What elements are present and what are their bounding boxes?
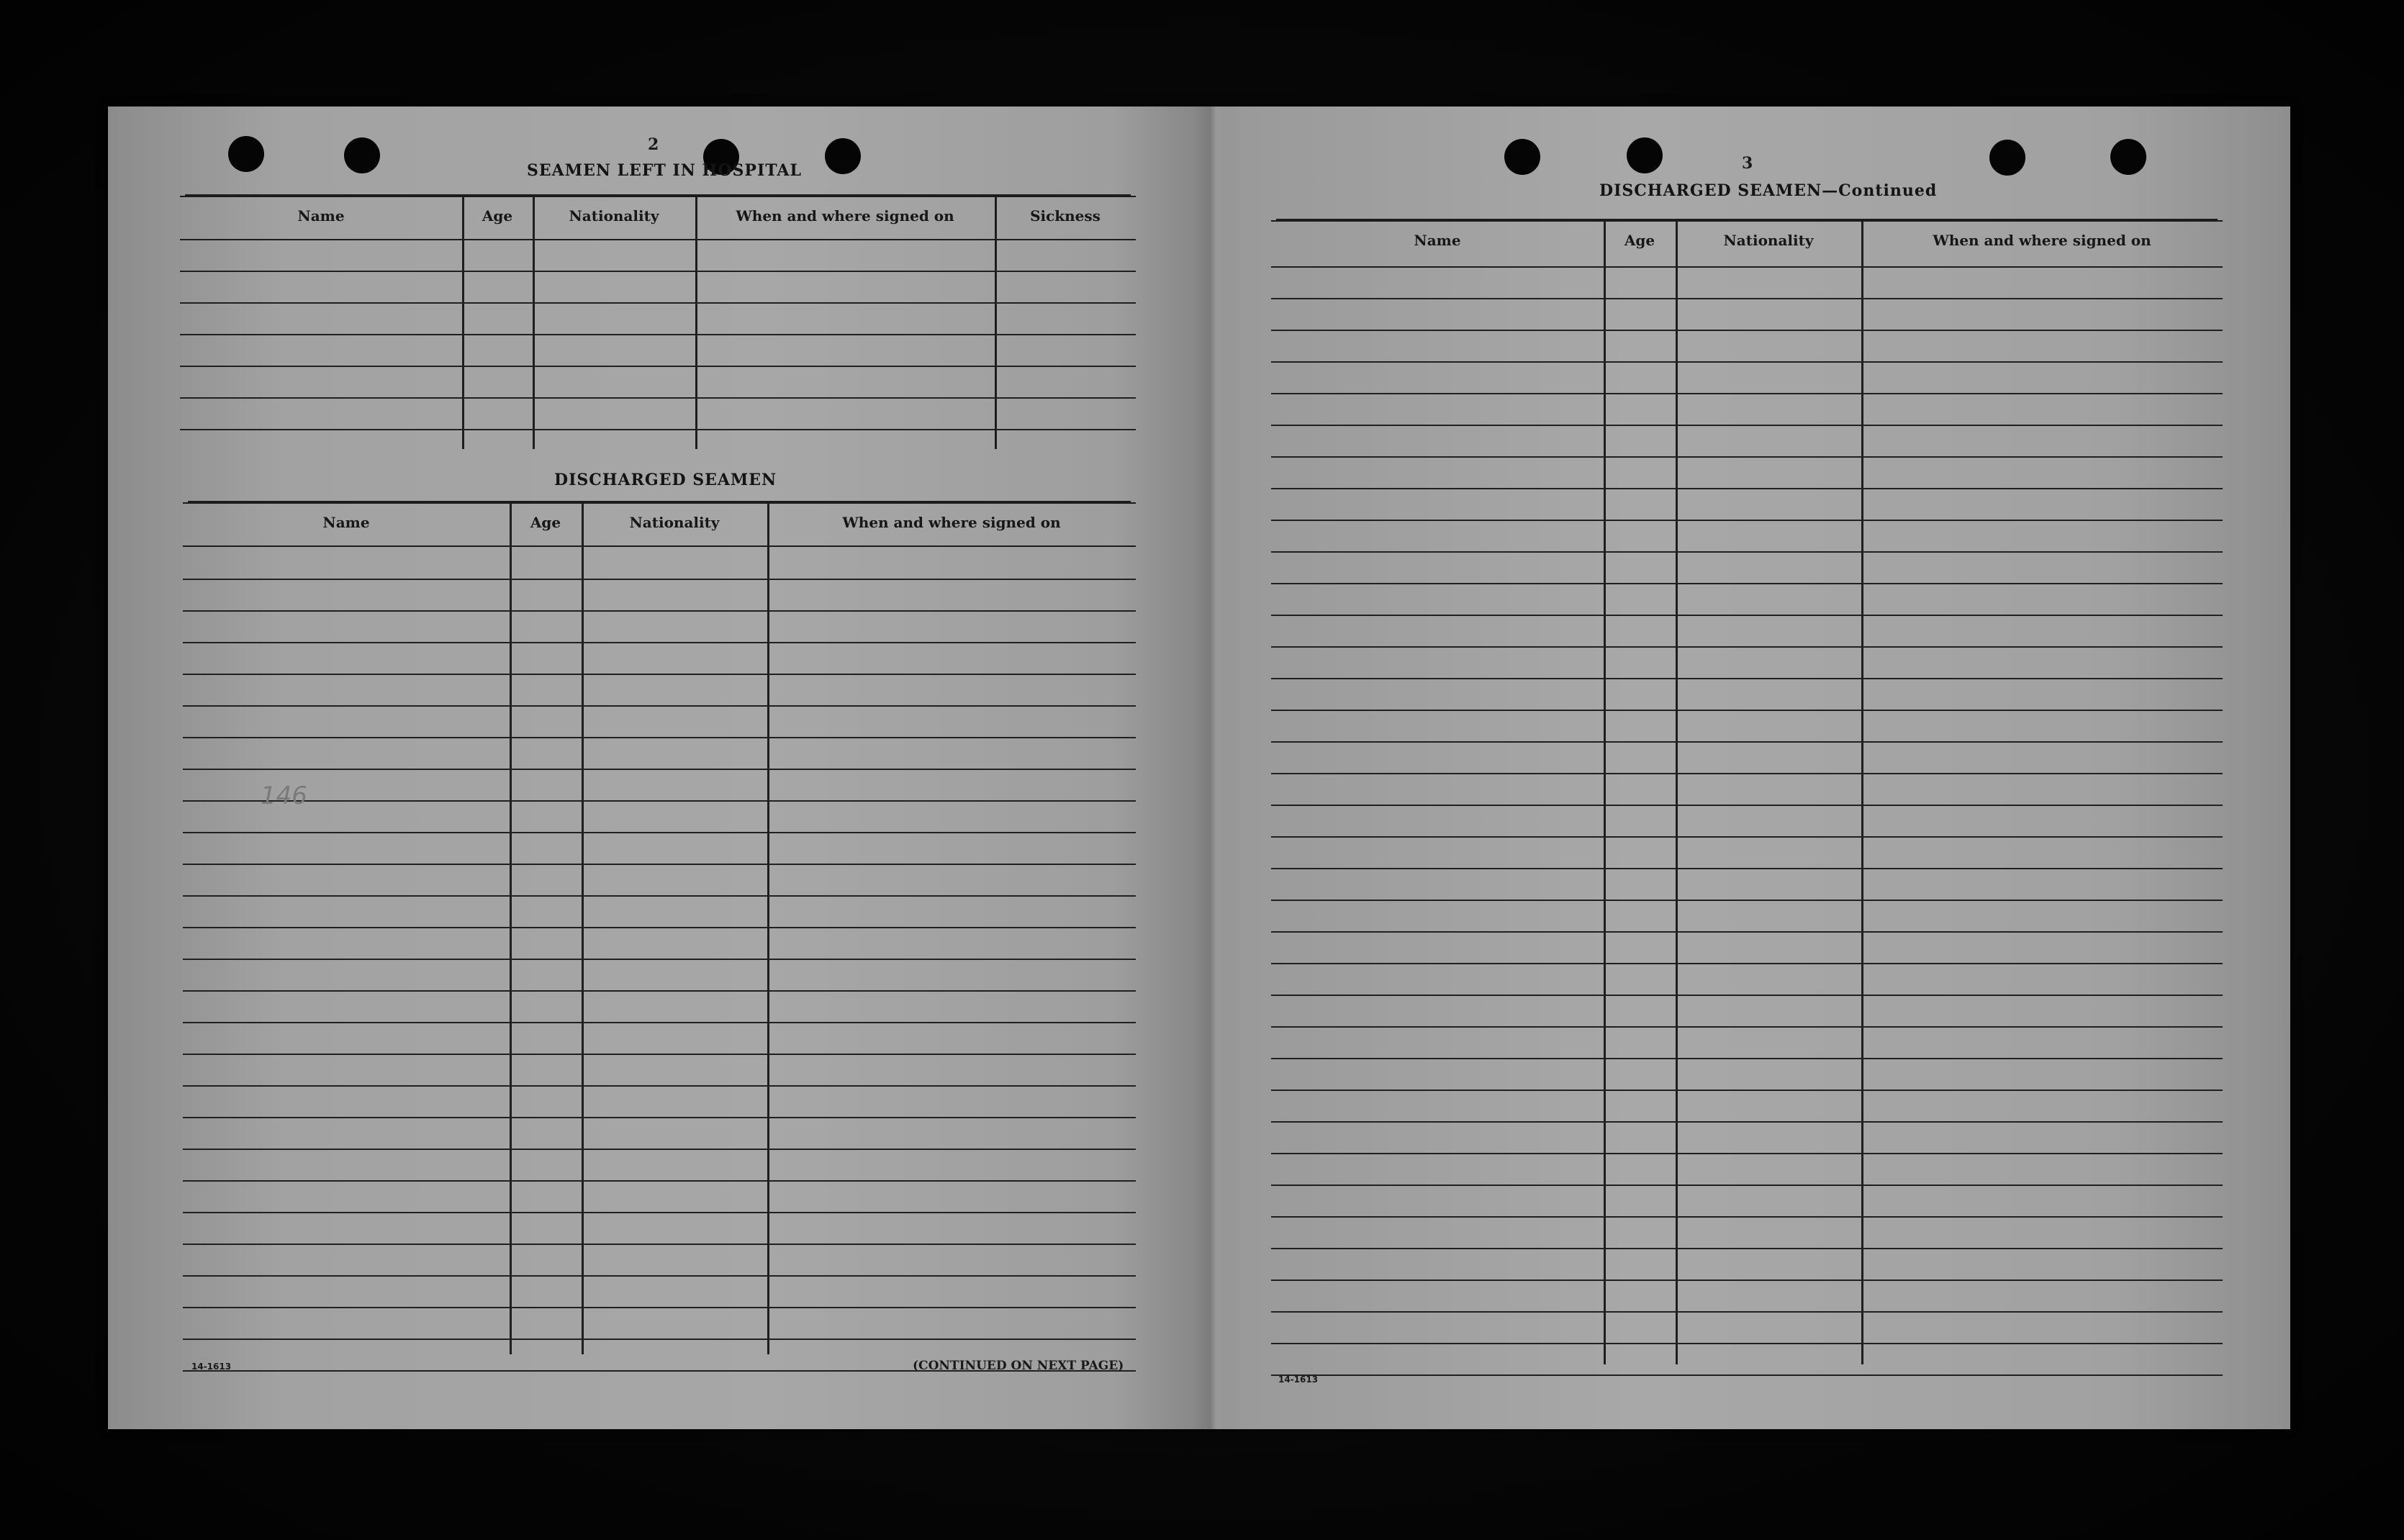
discharged-continued-table: [1271, 220, 2223, 1364]
ruled-line: [183, 864, 1136, 865]
column-header-name: Name: [297, 207, 345, 225]
ruled-line: [1271, 1248, 2223, 1249]
ruled-line: [1271, 1216, 2223, 1218]
ruled-line: [1271, 1279, 2223, 1281]
hospital-section-title: SEAMEN LEFT IN HOSPITAL: [527, 161, 802, 180]
ruled-line: [183, 1054, 1136, 1055]
ruled-line: [1271, 1185, 2223, 1186]
column-header-signed-on: When and where signed on: [1933, 232, 2151, 249]
ruled-line: [1271, 900, 2223, 901]
punch-hole: [228, 136, 264, 172]
ruled-line: [180, 302, 1136, 304]
ruled-line: [1271, 805, 2223, 806]
ruled-line: [1271, 1343, 2223, 1344]
column-header-age: Age: [1624, 232, 1655, 249]
punch-hole: [825, 138, 861, 174]
ruled-line: [1271, 1153, 2223, 1154]
discharged-continued-table-header: [1271, 222, 2223, 268]
punch-hole: [2110, 139, 2146, 175]
ruled-line: [1271, 1311, 2223, 1313]
ruled-line: [183, 927, 1136, 928]
ruled-line: [1271, 710, 2223, 711]
column-divider: [533, 197, 535, 449]
punch-hole: [1504, 139, 1540, 175]
ruled-line: [183, 579, 1136, 580]
ruled-line: [1271, 488, 2223, 489]
left-form-number: 14-1613: [191, 1362, 232, 1372]
ruled-line: [183, 895, 1136, 897]
ruled-line: [183, 1085, 1136, 1087]
column-header-age: Age: [482, 207, 513, 225]
discharged-continued-title: DISCHARGED SEAMEN—Continued: [1599, 181, 1938, 200]
ruled-line: [1271, 836, 2223, 838]
ruled-line: [1271, 741, 2223, 743]
document-sheet: [108, 107, 2290, 1429]
ruled-line: [183, 1212, 1136, 1213]
ruled-line: [183, 1149, 1136, 1150]
ruled-line: [1271, 615, 2223, 616]
ruled-line: [183, 1339, 1136, 1340]
ruled-line: [1271, 361, 2223, 363]
left-page-number: 2: [648, 135, 659, 154]
column-header-nationality: Nationality: [569, 207, 659, 225]
column-header-nationality: Nationality: [629, 514, 720, 531]
ruled-line: [1271, 330, 2223, 331]
punch-hole: [1627, 137, 1663, 173]
center-fold: [1190, 107, 1234, 1429]
hospital-table: [180, 196, 1136, 449]
right-form-number: 14-1613: [1278, 1374, 1319, 1385]
discharged-table-header: [183, 504, 1136, 547]
ruled-line: [1271, 995, 2223, 996]
ruled-line: [1271, 963, 2223, 964]
column-header-signed-on: When and where signed on: [842, 514, 1061, 531]
column-header-age: Age: [530, 514, 561, 531]
ruled-line: [183, 705, 1136, 707]
ruled-line: [1271, 393, 2223, 394]
ruled-line: [183, 1275, 1136, 1277]
ruled-line: [183, 769, 1136, 770]
punch-hole: [1989, 140, 2025, 176]
ruled-line: [183, 1022, 1136, 1023]
continued-note: (CONTINUED ON NEXT PAGE): [913, 1359, 1124, 1373]
ruled-line: [180, 397, 1136, 399]
ruled-line: [180, 366, 1136, 367]
hospital-table-header: [180, 197, 1136, 240]
column-header-name: Name: [1414, 232, 1461, 249]
ruled-line: [183, 1307, 1136, 1308]
column-header-sickness: Sickness: [1030, 207, 1101, 225]
ruled-line: [1271, 1058, 2223, 1059]
column-divider: [462, 197, 464, 449]
ruled-line: [1271, 425, 2223, 426]
column-divider: [995, 197, 997, 449]
ruled-line: [183, 642, 1136, 643]
ruled-line: [180, 334, 1136, 335]
ruled-line: [183, 800, 1136, 802]
punch-hole: [344, 137, 380, 173]
column-divider: [582, 504, 584, 1354]
ruled-line: [1271, 1026, 2223, 1028]
ruled-line: [183, 737, 1136, 738]
ruled-line: [1271, 520, 2223, 521]
ruled-line: [1271, 646, 2223, 648]
ruled-line: [183, 610, 1136, 612]
column-header-signed-on: When and where signed on: [736, 207, 954, 225]
ruled-line: [183, 959, 1136, 960]
ruled-line: [183, 1244, 1136, 1245]
column-header-nationality: Nationality: [1723, 232, 1814, 249]
discharged-table: [183, 502, 1136, 1354]
ruled-line: [1271, 298, 2223, 299]
ruled-line: [180, 429, 1136, 430]
ruled-line: [183, 674, 1136, 675]
ruled-line: [180, 271, 1136, 272]
ruled-line: [183, 990, 1136, 992]
ruled-line: [183, 1117, 1136, 1118]
pencil-mark: 146: [261, 782, 307, 810]
ruled-line: [1271, 551, 2223, 553]
ruled-line: [1271, 583, 2223, 584]
discharged-section-title: DISCHARGED SEAMEN: [554, 471, 777, 489]
ruled-line: [1271, 773, 2223, 774]
ruled-line: [1271, 678, 2223, 679]
ruled-line: [1271, 1090, 2223, 1091]
ruled-line: [1271, 1121, 2223, 1123]
column-divider: [510, 504, 512, 1354]
ruled-line: [1271, 1374, 2223, 1376]
column-header-name: Name: [322, 514, 370, 531]
ruled-line: [183, 1180, 1136, 1182]
right-page-number: 3: [1742, 154, 1753, 173]
ruled-line: [1271, 931, 2223, 933]
ruled-line: [1271, 868, 2223, 869]
column-divider: [767, 504, 769, 1354]
ruled-line: [1271, 456, 2223, 458]
column-divider: [695, 197, 697, 449]
ruled-line: [183, 832, 1136, 833]
